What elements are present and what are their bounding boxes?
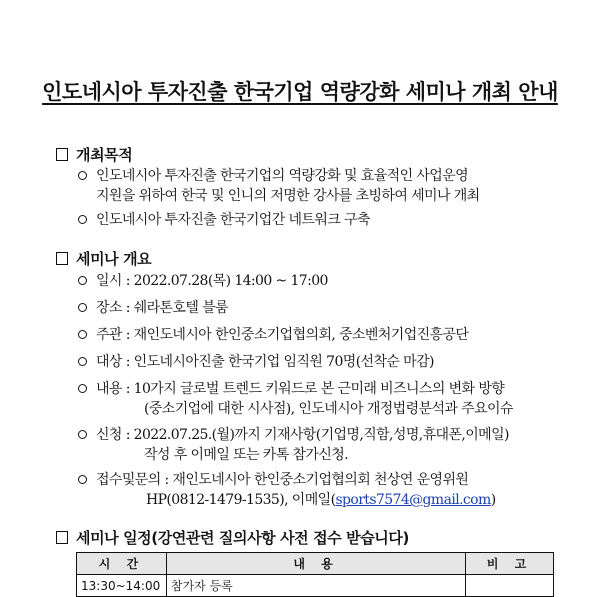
checkbox-bullet-icon (56, 252, 68, 265)
circle-bullet-icon (78, 357, 87, 366)
purpose-item-2: 인도네시아 투자진출 한국기업간 네트워크 구축 (78, 210, 370, 230)
purpose-item-1: 인도네시아 투자진출 한국기업의 역량강화 및 효율적인 사업운영 (78, 166, 468, 186)
schedule-note-cell (466, 575, 554, 597)
table-row (77, 575, 554, 597)
overview-venue: 장소 : 쉐라톤호텔 블룸 (78, 298, 228, 318)
column-header-content: 내 용 (166, 553, 465, 575)
checkbox-bullet-icon (56, 148, 68, 161)
circle-bullet-icon (78, 303, 87, 312)
overview-content: 내용 : 10가지 글로벌 트렌드 키워드로 본 근미래 비즈니스의 변화 방향 (78, 379, 504, 399)
overview-contact: 접수및문의 : 재인도네시아 한인중소기업협의회 천상연 운영위원 (78, 470, 468, 490)
purpose-item-1-continued: 지원을 위하여 한국 및 인니의 저명한 강사를 초빙하여 세미나 개최 (96, 188, 480, 204)
section-heading-schedule: 세미나 일정(강연관련 질의사항 사전 접수 받습니다) (56, 527, 409, 548)
schedule-header-row (77, 553, 554, 575)
section-heading-purpose: 개최목적 (56, 144, 132, 165)
circle-bullet-icon (78, 475, 87, 484)
column-header-note: 비 고 (466, 553, 554, 575)
circle-bullet-icon (78, 430, 87, 439)
circle-bullet-icon (78, 330, 87, 339)
circle-bullet-icon (78, 171, 87, 180)
overview-target: 대상 : 인도네시아진출 한국기업 임직원 70명(선착순 마감) (78, 352, 434, 372)
schedule-table (76, 552, 554, 597)
circle-bullet-icon (78, 215, 87, 224)
section-heading-overview: 세미나 개요 (56, 248, 151, 269)
overview-content-continued: (중소기업에 대한 시사점), 인도네시아 개정법령분석과 주요이슈 (144, 401, 513, 417)
overview-host: 주관 : 재인도네시아 한인중소기업협의회, 중소벤처기업진흥공단 (78, 325, 468, 345)
schedule-time-cell: 13:30~14:00 (77, 575, 167, 597)
column-header-time: 시 간 (77, 553, 167, 575)
overview-date: 일시 : 2022.07.28(목) 14:00 ~ 17:00 (78, 271, 328, 291)
checkbox-bullet-icon (56, 531, 68, 544)
circle-bullet-icon (78, 276, 87, 285)
overview-apply-continued: 작성 후 이메일 또는 카톡 참가신청. (144, 447, 349, 463)
overview-contact-continued: HP(0812-1479-1535), 이메일(sports7574@gmail.com) (146, 492, 496, 508)
overview-apply: 신청 : 2022.07.25.(월)까지 기재사항(기업명,직함,성명,휴대폰,이메일) (78, 425, 509, 445)
document-title: 인도네시아 투자진출 한국기업 역량강화 세미나 개최 안내 (42, 80, 558, 104)
circle-bullet-icon (78, 384, 87, 393)
contact-email-link[interactable]: sports7574@gmail.com (335, 492, 491, 508)
schedule-content-cell: 참가자 등록 (166, 575, 465, 597)
